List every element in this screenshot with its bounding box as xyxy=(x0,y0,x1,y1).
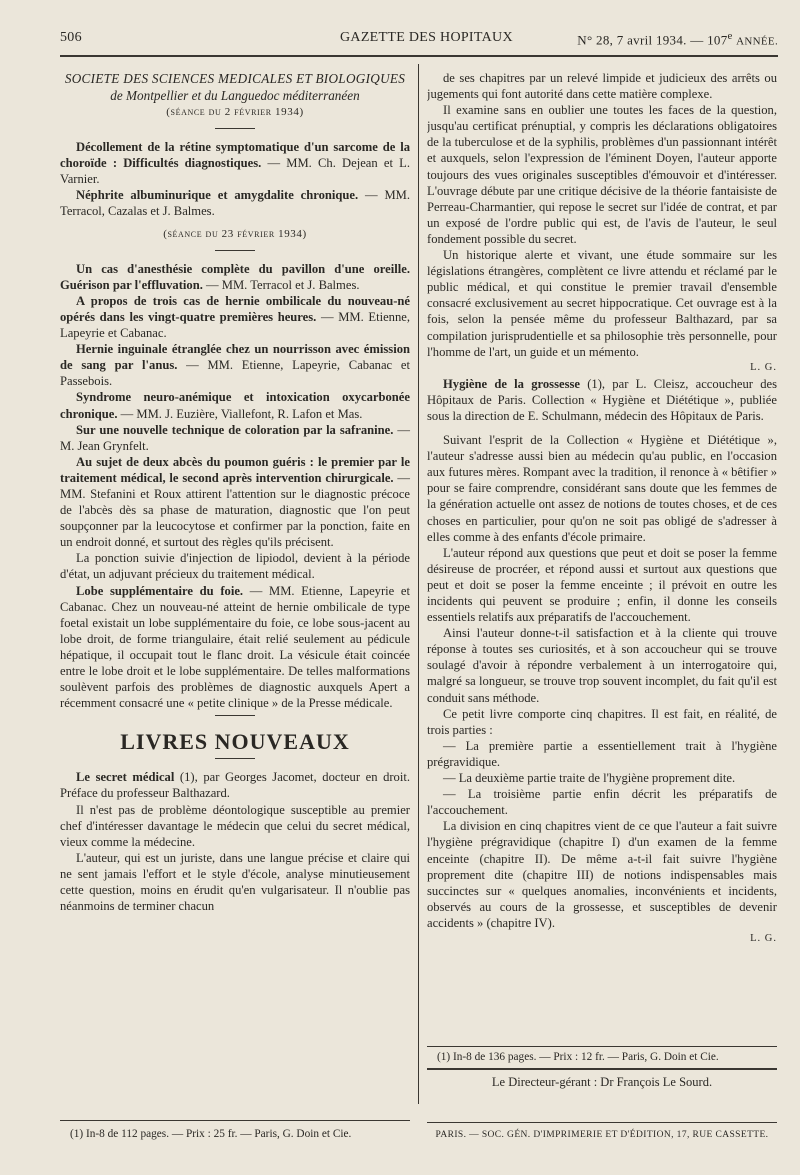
header-rule xyxy=(60,55,778,57)
footnote-left: (1) In-8 de 112 pages. — Prix : 25 fr. — Paris, G. Doin et Cie. xyxy=(70,1128,352,1140)
communication-authors: — MM. Etienne, Lapeyrie et Cabanac. xyxy=(60,309,410,341)
printer-rule xyxy=(427,1122,777,1123)
communication-authors: — MM. J. Euzière, Viallefont, R. Lafon et Mas. xyxy=(117,406,363,421)
communication-title: Au sujet de deux abcès du poumon guéris : le premier par le traitement médical, le second après intervention chirurgicale. xyxy=(60,454,410,485)
left-column xyxy=(60,70,410,914)
short-rule xyxy=(215,128,255,129)
communication-title: Syndrome neuro-anémique et intoxication oxycarbonée chronique. xyxy=(60,390,410,421)
review-paragraph: L'auteur, qui est un juriste, dans une langue précise et claire qui ne sent jamais l'effort et le style d'école, analyse minutieusement cette question, moins en érudit qu'en vulgarisateur. Il n'oublie pas néanmoins de terminer chacun xyxy=(60,850,410,914)
director-gerant: Le Directeur-gérant : Dr François Le Sourd. xyxy=(491,1075,713,1089)
review-paragraph: L'auteur répond aux questions que peut et doit se poser la femme désireuse de procréer, et répond aussi et surtout aux questions que peut et doit se poser la femme enceinte ; il prévoit en outre les incidents qui peuvent se produire ; enfin, il donne les conseils essentiels relatifs aux préparatifs de l'accouchement. xyxy=(427,545,777,625)
right-column-body xyxy=(427,70,777,1040)
book-2-reference: (1), par L. Cleisz, accoucheur des Hôpitaux de Paris. Collection « Hygiène et Diététique », publiée sous la direction de E. Schulmann, médecin des Hôpitaux de Paris. xyxy=(427,376,777,423)
reviewer-signature-2: L. G. xyxy=(750,932,777,944)
communication-item xyxy=(60,422,410,454)
communication-item xyxy=(60,583,410,712)
review-paragraph: Il examine sans en oublier une toutes les faces de la question, jusqu'au certificat prénuptial, y compris les déclarations obligatoires de la tuberculose et de la syphilis, problèmes d'un passionnant intérêt et auxquels, selon l'expression de l'éminent Doyen, l'auteur apporte toujours des vues originales susceptibles d'émouvoir et d'intéresser. L'ouvrage débute par une critique décisive de la théorie fantaisiste de Perreau-Charmantier, qui repose le secret sur l'idée de contrat, et par un exposé de l'ordre public qui est, de l'avis de l'auteur, le seul fondement possible du secret. xyxy=(427,103,777,246)
communication-authors: — MM. Ch. Dejean et L. Varnier. xyxy=(60,156,410,187)
communication-authors: — MM. Terracol, Cazalas et J. Balmes. xyxy=(60,188,410,219)
communications-list-2 xyxy=(60,261,410,712)
communication-item xyxy=(60,454,410,551)
book-2-review xyxy=(427,432,777,931)
review-paragraph: Ainsi l'auteur donne-t-il satisfaction et à la cliente qui trouve réponse à toutes ses curiosités, et à son accoucheur qui se trouve soulagé d'avoir à répondre verbalement à un interrogatoire qui, malgré sa longueur, se trouve trop souvent incomplet, du fait qu'il est conduit sans méthode. xyxy=(427,626,777,705)
journal-title: GAZETTE DES HOPITAUX xyxy=(340,30,513,45)
communication-authors: — MM. Terracol et J. Balmes. xyxy=(202,277,360,292)
communication-authors: — M. Jean Grynfelt. xyxy=(60,422,410,453)
review-paragraph: Il n'est pas de problème déontologique susceptible au premier chef d'intéresser davantage le médecin que celui du secret médical, vieux comme la médecine. xyxy=(60,802,410,849)
communication-item xyxy=(60,187,410,219)
review-paragraph: Ce petit livre comporte cinq chapitres. Il est fait, en réalité, de trois parties : xyxy=(427,706,777,737)
communication-item xyxy=(60,550,410,582)
communication-item xyxy=(60,389,410,421)
right-column xyxy=(427,70,777,1040)
book-1-review-continued xyxy=(427,70,777,360)
seance-date-1: (séance du 2 février 1934) xyxy=(166,106,304,118)
review-paragraph: — La deuxième partie traite de l'hygiène proprement dite. xyxy=(443,771,736,786)
communication-authors: — MM. Stefanini et Roux attirent l'attention sur le diagnostic précoce de l'abcès dès sa phase de maturation, diagnostic que l'on peut soupçonner par la leucocytose et confirmer par la ponction, faite en un endroit donné, et surtout des règles qu'ils précisent. xyxy=(60,470,410,550)
communications-list-1 xyxy=(60,139,410,219)
book-2-title: Hygiène de la grossesse xyxy=(443,376,580,391)
review-paragraph: — La troisième partie enfin décrit les préparatifs de l'accouchement. xyxy=(427,787,777,818)
communication-authors: — MM. Etienne, Lapeyrie et Cabanac. Chez un nouveau-né atteint de hernie ombilicale de type foetal existait un lobe supplémentaire du foie, ce lobe sous-jacent au lobe droit, de forme triangulaire, était relié seulement au pédicule hépatique, il occupait tout le flanc droit. La vésicule était coincée entre le lobe droit et le lobe supplémentaire. De telles malformations soulèvent parfois des problèmes de diagnostic auxquels Apert a récemment consacré une « petite clinique » de la Presse médicale. xyxy=(60,583,410,711)
column-divider xyxy=(418,64,419,1104)
communication-item xyxy=(60,139,410,187)
issue-sup: e xyxy=(727,30,733,42)
society-heading: SOCIETE DES SCIENCES MEDICALES ET BIOLOGIQUES xyxy=(64,71,406,86)
short-rule xyxy=(215,715,255,716)
director-rule xyxy=(427,1068,777,1070)
communication-title: Néphrite albuminurique et amygdalite chronique. xyxy=(76,188,359,203)
book-1-title: Le secret médical xyxy=(76,770,175,785)
section-title-livres: LIVRES NOUVEAUX xyxy=(120,729,350,755)
review-paragraph: — La première partie a essentiellement trait à l'hygiène prégravidique. xyxy=(427,738,777,769)
book-1-citation xyxy=(60,769,410,801)
reviewer-signature-1: L. G. xyxy=(750,361,777,373)
page-header xyxy=(60,30,778,52)
footnote-rule-left xyxy=(60,1120,410,1121)
communication-title: Décollement de la rétine symptomatique d'un sarcome de la choroïde : Difficultés diagnostiques. xyxy=(60,140,410,171)
communication-title: Lobe supplémentaire du foie. xyxy=(76,583,244,598)
review-paragraph: de ses chapitres par un relevé limpide et judicieux des arrêts ou jugements qui font autorité dans cette matière complexe. xyxy=(427,71,777,102)
seance-date-2: (séance du 23 février 1934) xyxy=(163,227,307,240)
printer-imprint: PARIS. — SOC. GÉN. D'IMPRIMERIE ET D'ÉDITION, 17, RUE CASSETTE. xyxy=(435,1130,769,1140)
communication-title: Un cas d'anesthésie complète du pavillon d'une oreille. Guérison par l'effluvation. xyxy=(60,261,410,292)
communication-item xyxy=(60,341,410,389)
book-2-citation xyxy=(427,376,777,424)
review-paragraph: Suivant l'esprit de la Collection « Hygiène et Diététique », l'auteur s'adresse aussi bien au médecin qu'au public, en l'occasion aux futures mères. Rompant avec la tradition, il renonce à « bêtifier » pour se faire comprendre, considérant sans doute que les femmes de la génération actuelle ont assez de notions de toutes choses, et de ces choses en particulier, pour qu'on ne soit pas obligé de s'adresser à elles comme à des enfants d'école primaire. xyxy=(427,433,777,544)
review-paragraph: Un historique alerte et vivant, une étude sommaire sur les législations étrangères, complètent ce livre attendu et réclamé par le public médical, et qui constitue le premier travail d'ensemble consacré exclusivement au secret hippocratique. Cet ouvrage est à la fois, selon la pensée même du professeur Balthazard, par sa compilation jurisprudentielle et sa philosophie très personnelle, pour l'homme de l'art, un guide et un mémento. xyxy=(427,248,777,359)
book-1-reference: (1), par Georges Jacomet, docteur en droit. Préface du professeur Balthazard. xyxy=(60,770,411,801)
footnote-right: (1) In-8 de 136 pages. — Prix : 12 fr. — Paris, G. Doin et Cie. xyxy=(437,1051,719,1063)
short-rule xyxy=(215,250,255,251)
communication-title: Sur une nouvelle technique de coloration par la safranine. xyxy=(76,422,394,437)
issue-main: N° 28, 7 avril 1934. — 107 xyxy=(577,32,728,48)
communication-title: Hernie inguinale étranglée chez un nourrisson avec émission de sang par l'anus. xyxy=(60,342,410,373)
book-1-review-start xyxy=(60,802,410,915)
footnote-rule-right xyxy=(427,1046,777,1047)
communication-item xyxy=(60,261,410,293)
issue-tail: ANNÉE. xyxy=(736,35,778,48)
short-rule xyxy=(215,758,255,759)
society-subheading: de Montpellier et du Languedoc méditerranéen xyxy=(110,88,360,103)
communication-authors: La ponction suivie d'injection de lipiodol, devient à la période d'état, un adjuvant précieux du traitement médical. xyxy=(60,551,410,582)
issue-info xyxy=(577,30,778,48)
page-number: 506 xyxy=(60,30,82,45)
communication-authors: — MM. Etienne, Lapeyrie, Cabanac et Passebois. xyxy=(60,358,410,389)
review-paragraph: La division en cinq chapitres vient de ce que l'auteur a fait suivre l'hygiène prégravidique (chapitre I) d'un examen de la femme enceinte (chapitre II). De même a-t-il fait suivre l'hygiène proprement dite (chapitre III) de notions indispensables mais succinctes sur « quelques anomalies, inconvénients et incidents, observés au cours de la grossesse, et susceptibles de devenir accidents » (chapitre IV). xyxy=(427,819,777,930)
communication-title: A propos de trois cas de hernie ombilicale du nouveau-né opérés dans les vingt-quatre premières heures. xyxy=(60,293,410,324)
communication-item xyxy=(60,293,410,341)
